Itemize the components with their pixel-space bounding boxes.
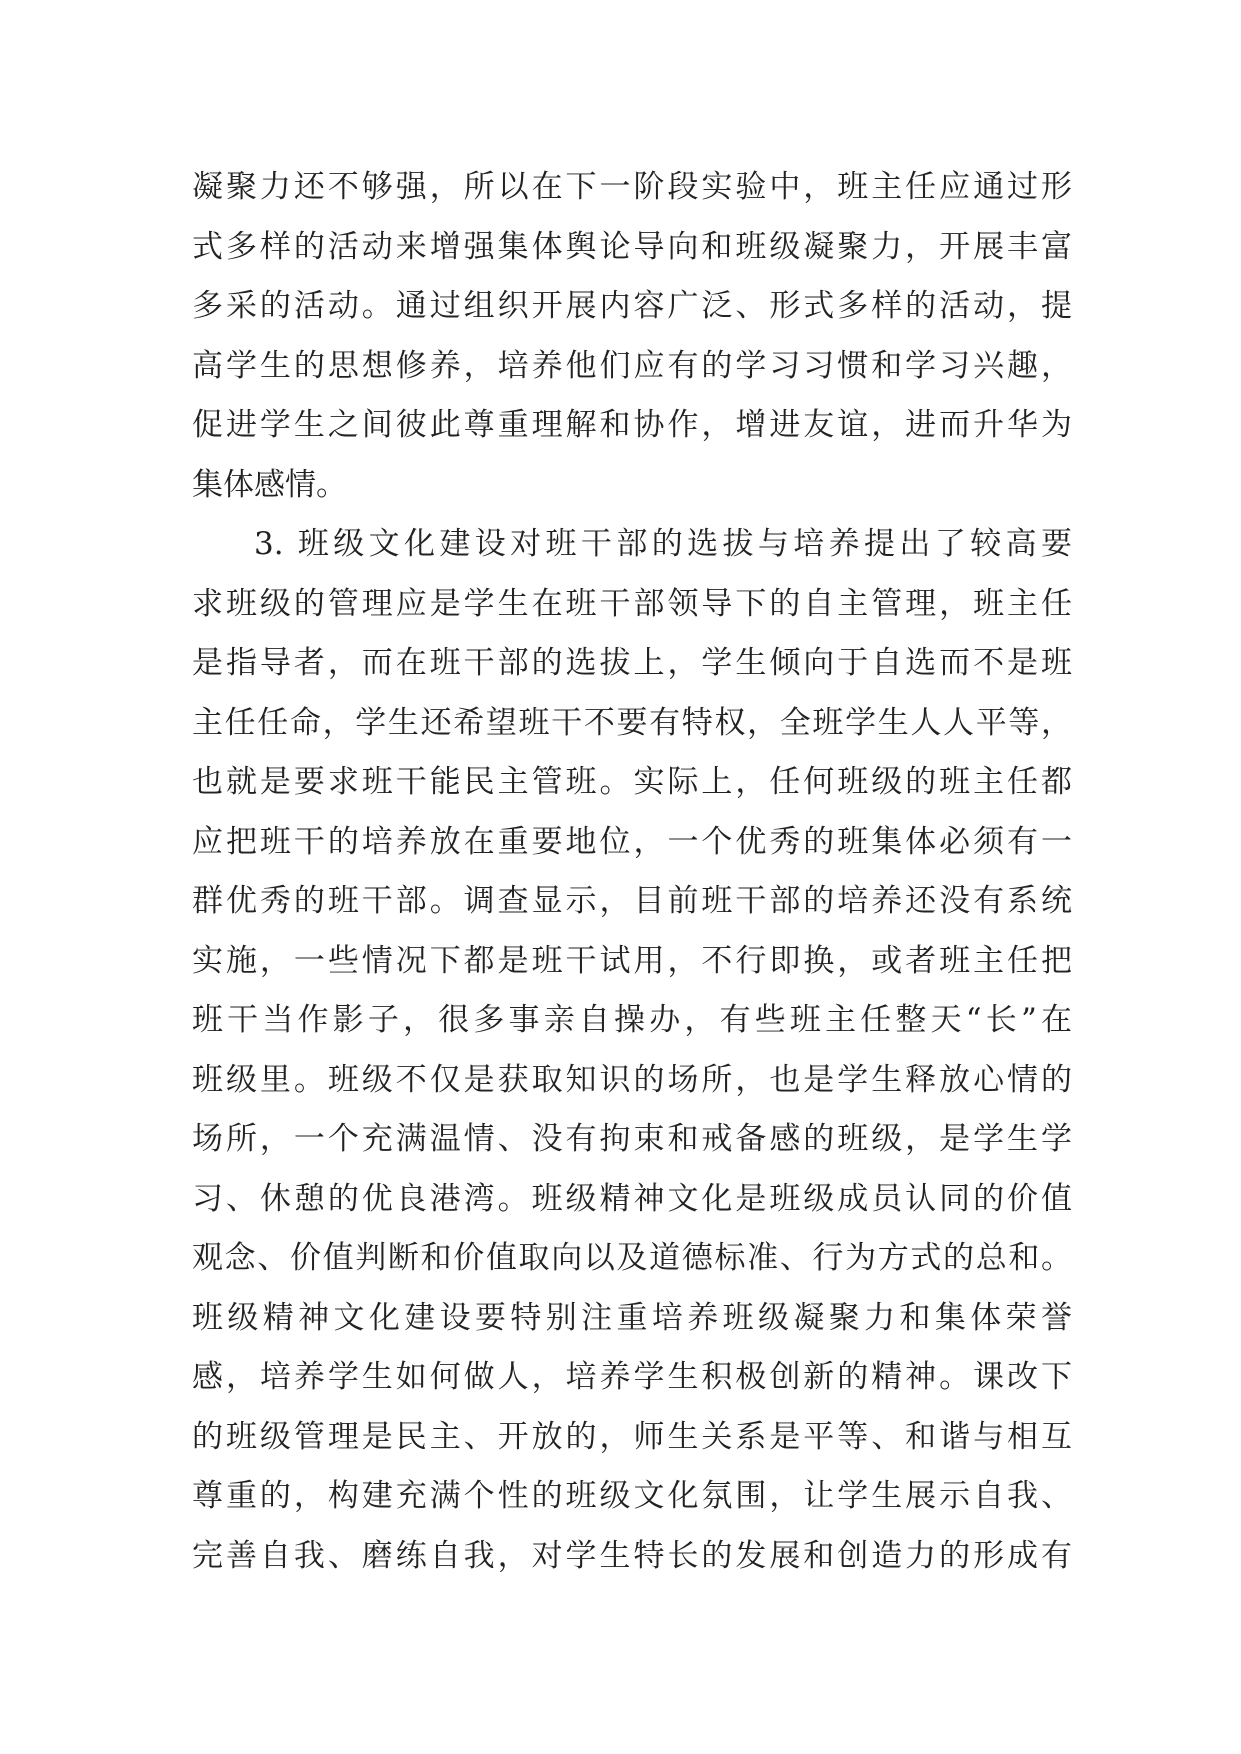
text-line: 也就是要求班干能民主管班。实际上，任何班级的班主任都 <box>192 764 1072 800</box>
text-line: 求班级的管理应是学生在班干部领导下的自主管理，班主任 <box>192 585 1072 622</box>
text-line: 促进学生之间彼此尊重理解和协作，增进友谊，进而升华为 <box>192 407 1072 443</box>
text-line: 应把班干的培养放在重要地位，一个优秀的班集体必须有一 <box>192 823 1072 860</box>
text-line: 感，培养学生如何做人，培养学生积极创新的精神。课改下 <box>192 1359 1072 1395</box>
text-line: 的班级管理是民主、开放的，师生关系是平等、和谐与相互 <box>192 1418 1072 1455</box>
text-line: 主任任命，学生还希望班干不要有特权，全班学生人人平等， <box>192 704 1072 741</box>
text-line: 尊重的，构建充满个性的班级文化氛围，让学生展示自我、 <box>192 1478 1072 1514</box>
text-line: 习、休憩的优良港湾。班级精神文化是班级成员认同的价值 <box>192 1180 1072 1217</box>
text-line: 班干当作影子，很多事亲自操办，有些班主任整天“长”在 <box>192 1002 1072 1038</box>
text-line: 集体感情。 <box>192 466 347 503</box>
text-line: 群优秀的班干部。调查显示，目前班干部的培养还没有系统 <box>192 883 1072 919</box>
text-line: 是指导者，而在班干部的选拔上，学生倾向于自选而不是班 <box>192 645 1072 681</box>
text-line: 班级精神文化建设要特别注重培养班级凝聚力和集体荣誉 <box>192 1299 1072 1336</box>
text-line: 多采的活动。通过组织开展内容广泛、形式多样的活动，提 <box>192 288 1072 324</box>
text-line: 式多样的活动来增强集体舆论导向和班级凝聚力，开展丰富 <box>192 228 1072 265</box>
text-line: 3. 班级文化建设对班干部的选拔与培养提出了较高要 <box>254 526 1072 562</box>
text-line: 实施，一些情况下都是班干试用，不行即换，或者班主任把 <box>192 942 1072 979</box>
text-line: 观念、价值判断和价值取向以及道德标准、行为方式的总和。 <box>192 1240 1072 1276</box>
text-line: 完善自我、磨练自我，对学生特长的发展和创造力的形成有 <box>192 1537 1072 1574</box>
text-line: 班级里。班级不仅是获取知识的场所，也是学生释放心情的 <box>192 1061 1072 1098</box>
text-line: 高学生的思想修养，培养他们应有的学习习惯和学习兴趣， <box>192 347 1072 384</box>
text-line: 凝聚力还不够强，所以在下一阶段实验中，班主任应通过形 <box>192 169 1072 205</box>
body-text <box>192 158 1072 1586</box>
text-line: 场所，一个充满温情、没有拘束和戒备感的班级，是学生学 <box>192 1121 1072 1157</box>
